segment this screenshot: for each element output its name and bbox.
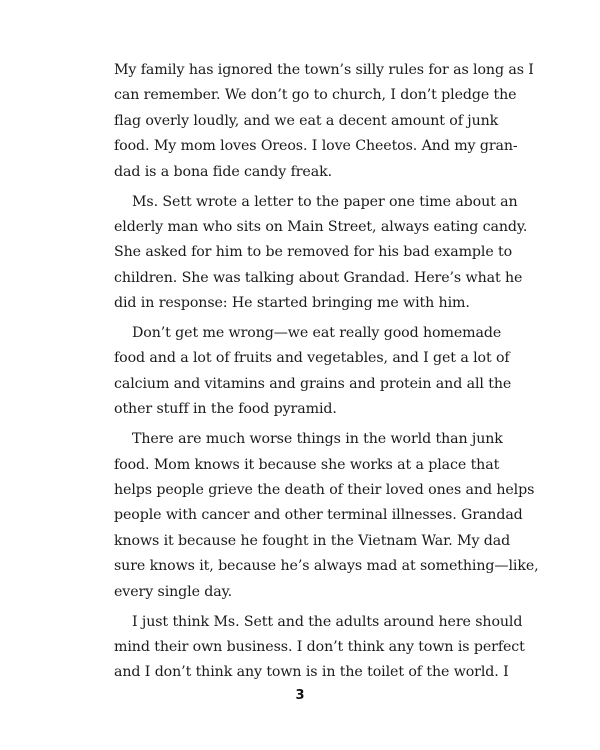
text-line: food. My mom loves Oreos. I love Cheetos. And my gran- [114, 138, 518, 155]
text-line: She asked for him to be removed for his bad example to [114, 244, 513, 261]
text-line: food and a lot of fruits and vegetables, and I get a lot of [114, 350, 510, 367]
text-line: My family has ignored the town’s silly rules for as long as I [114, 62, 534, 78]
text-line: and I don’t think any town is in the toilet of the world. I [114, 664, 509, 681]
body-text [114, 58, 539, 686]
text-line: knows it because he fought in the Vietnam War. My dad [114, 532, 511, 549]
text-line: sure knows it, because he’s always mad at something—like, [114, 558, 539, 575]
text-line: Don’t get me wrong—we eat really good homemade [132, 325, 502, 342]
text-line: There are much worse things in the world than junk [132, 431, 503, 448]
text-line: Ms. Sett wrote a letter to the paper one time about an [132, 193, 518, 210]
text-line: elderly man who sits on Main Street, always eating candy. [114, 218, 528, 235]
text-line: can remember. We don’t go to church, I don’t pledge the [114, 87, 517, 104]
text-line: I just think Ms. Sett and the adults around here should [132, 613, 523, 630]
text-line: helps people grieve the death of their loved ones and helps [114, 482, 535, 499]
text-line: flag overly loudly, and we eat a decent amount of junk [114, 112, 499, 129]
text-line: mind their own business. I don’t think any town is perfect [114, 638, 525, 655]
text-line: dad is a bona fide candy freak. [114, 163, 332, 180]
text-line: calcium and vitamins and grains and protein and all the [114, 375, 512, 392]
page-number: 3 [295, 688, 305, 703]
text-line: did in response: He started bringing me with him. [114, 295, 470, 312]
text-line: people with cancer and other terminal illnesses. Grandad [114, 507, 523, 524]
text-line: other stuff in the food pyramid. [114, 401, 337, 418]
text-line: food. Mom knows it because she works at a place that [114, 456, 500, 473]
text-line: children. She was talking about Grandad. Here’s what he [114, 269, 523, 286]
text-line: every single day. [114, 583, 233, 600]
